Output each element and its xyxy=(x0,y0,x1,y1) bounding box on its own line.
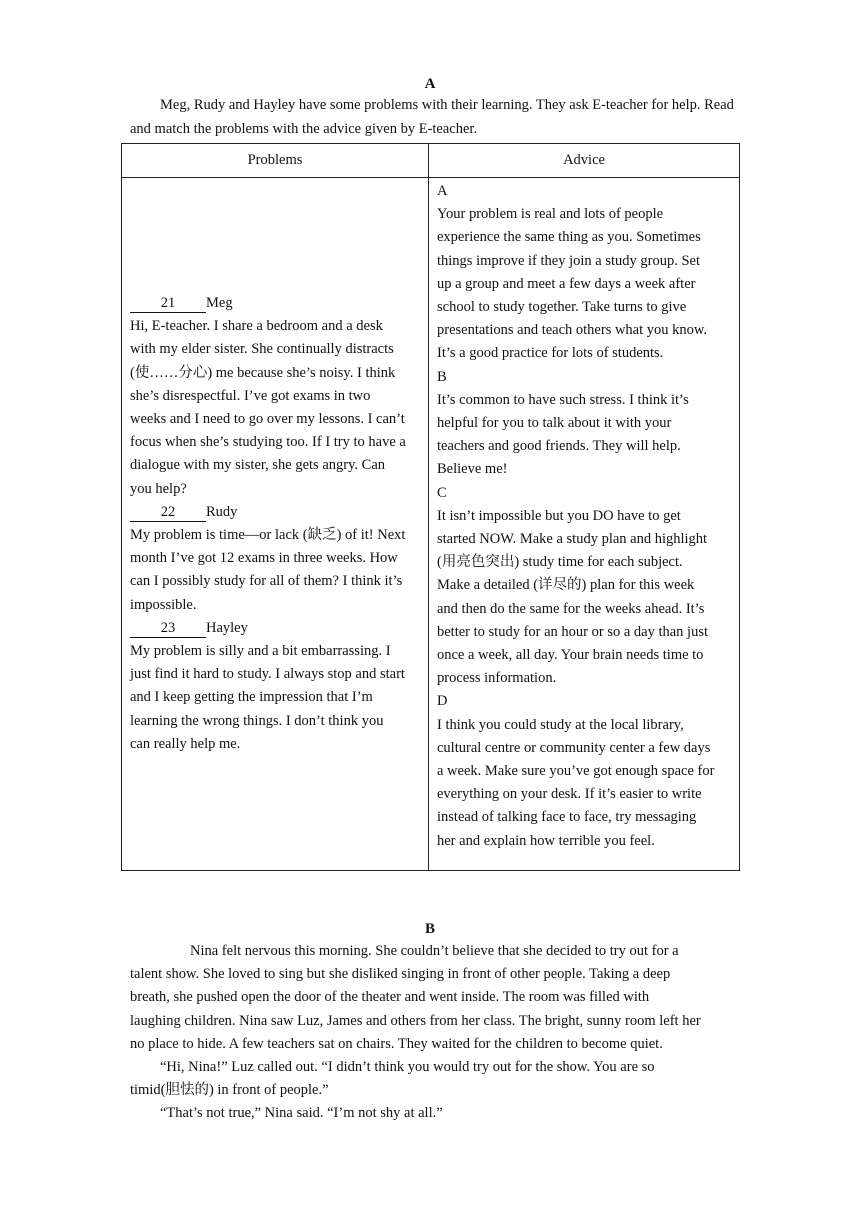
answer-blank: 23 xyxy=(130,619,206,638)
advice-text-line: helpful for you to talk about it with your xyxy=(437,415,672,432)
advice-text-line: school to study together. Take turns to give xyxy=(437,299,687,316)
advice-text-line: once a week, all day. Your brain needs time to xyxy=(437,647,704,664)
advice-text-line: started NOW. Make a study plan and highlight xyxy=(437,531,708,548)
story-line: laughing children. Nina saw Luz, James and others from her class. The bright, sunny room left her xyxy=(130,1012,701,1029)
problem-heading xyxy=(130,501,420,524)
advice-text-line: instead of talking face to face, try messaging xyxy=(437,809,697,826)
advice-text-line: cultural centre or community center a few days xyxy=(437,739,711,756)
advice-text-line: Make a detailed (详尽的) plan for this week xyxy=(437,577,695,594)
advice-text-line: a week. Make sure you’ve got enough space for xyxy=(437,763,715,780)
advice-letter: C xyxy=(437,484,447,501)
advice-text-line: It’s a good practice for lots of students. xyxy=(437,345,664,362)
advice-letter: D xyxy=(437,693,448,710)
advice-text-line: I think you could study at the local library, xyxy=(437,716,684,733)
advice-text-line: her and explain how terrible you feel. xyxy=(437,832,655,849)
advice-text-line: It isn’t impossible but you DO have to get xyxy=(437,507,681,524)
problem-name: Meg xyxy=(206,294,233,311)
problem-text-line: focus when she’s studying too. If I try to have a xyxy=(130,434,406,451)
problem-text-line: dialogue with my sister, she gets angry. Can xyxy=(130,457,386,474)
advice-text-line: everything on your desk. If it’s easier to write xyxy=(437,786,702,803)
table-body-row xyxy=(122,178,740,871)
advice-text-line: and then do the same for the weeks ahead. It’s xyxy=(437,600,705,617)
problem-text-line: My problem is time—or lack (缺乏) of it! Next xyxy=(130,527,406,543)
section-b-title: B xyxy=(424,921,435,937)
problem-text-line: weeks and I need to go over my lessons. I can’t xyxy=(130,410,405,427)
problem-text-line: My problem is silly and a bit embarrassing. I xyxy=(130,643,391,660)
problems-column-header: Problems xyxy=(122,144,429,178)
problem-text-line: learning the wrong things. I don’t think you xyxy=(130,712,384,729)
story-line: timid(胆怯的) in front of people.” xyxy=(130,1082,329,1099)
answer-blank: 21 xyxy=(130,294,206,313)
problem-text-line: Hi, E-teacher. I share a bedroom and a desk xyxy=(130,318,383,335)
problem-text-line: and I keep getting the impression that I’m xyxy=(130,689,373,706)
story-line: breath, she pushed open the door of the theater and went inside. The room was filled with xyxy=(130,989,650,1006)
problem-text-line: she’s disrespectful. I’ve got exams in two xyxy=(130,387,371,404)
advice-letter: A xyxy=(437,183,448,199)
advice-text-line: Believe me! xyxy=(437,461,508,478)
advice-text-line: Your problem is real and lots of people xyxy=(437,206,664,223)
advice-text-line: It’s common to have such stress. I think it’s xyxy=(437,391,689,408)
advice-text-line: things improve if they join a study group. Set xyxy=(437,252,700,269)
story-line: Nina felt nervous this morning. She couldn’t believe that she decided to try out for a xyxy=(190,943,679,959)
problem-text-line: can I possibly study for all of them? I think it’s xyxy=(130,573,403,590)
problem-text-line: you help? xyxy=(130,480,187,497)
matching-table xyxy=(121,143,740,871)
advice-text-line: up a group and meet a few days a week after xyxy=(437,275,696,292)
section-a-title: A xyxy=(424,76,436,92)
table-header-row xyxy=(122,144,740,178)
advice-list xyxy=(437,180,731,853)
problems-cell xyxy=(122,178,429,871)
advice-cell xyxy=(429,178,740,871)
advice-text-line: (用亮色突出) study time for each subject. xyxy=(437,554,683,571)
problems-list xyxy=(130,292,420,756)
advice-text-line: teachers and good friends. They will help. xyxy=(437,438,681,455)
problem-text-line: (使……分心) me because she’s noisy. I think xyxy=(130,364,396,381)
problem-text-line: just find it hard to study. I always stop and start xyxy=(130,666,405,683)
advice-text-line: process information. xyxy=(437,670,557,687)
story-line: “That’s not true,” Nina said. “I’m not shy at all.” xyxy=(160,1105,443,1122)
advice-text-line: experience the same thing as you. Sometimes xyxy=(437,229,701,246)
story-line: “Hi, Nina!” Luz called out. “I didn’t think you would try out for the show. You are so xyxy=(160,1059,655,1076)
advice-column-header: Advice xyxy=(429,144,740,178)
problem-text-line: impossible. xyxy=(130,596,197,613)
problem-name: Rudy xyxy=(206,503,238,520)
advice-text-line: presentations and teach others what you know. xyxy=(437,322,708,339)
advice-letter: B xyxy=(437,368,447,385)
story-line: no place to hide. A few teachers sat on chairs. They waited for the children to become quiet. xyxy=(130,1035,663,1052)
problem-heading xyxy=(130,292,420,315)
story-line: talent show. She loved to sing but she disliked singing in front of other people. Taking a deep xyxy=(130,966,671,983)
problem-text-line: month I’ve got 12 exams in three weeks. How xyxy=(130,550,398,567)
section-b-story xyxy=(130,940,740,1126)
problem-name: Hayley xyxy=(206,619,248,636)
problem-text-line: with my elder sister. She continually distracts xyxy=(130,341,394,358)
section-a-intro: Meg, Rudy and Hayley have some problems with their learning. They ask E-teacher for help. Read and match the problems with the advice given by E-teacher. xyxy=(130,97,734,137)
problem-text-line: can really help me. xyxy=(130,735,241,752)
answer-blank: 22 xyxy=(130,503,206,522)
advice-text-line: better to study for an hour or so a day than just xyxy=(437,623,709,640)
problem-heading xyxy=(130,617,420,640)
